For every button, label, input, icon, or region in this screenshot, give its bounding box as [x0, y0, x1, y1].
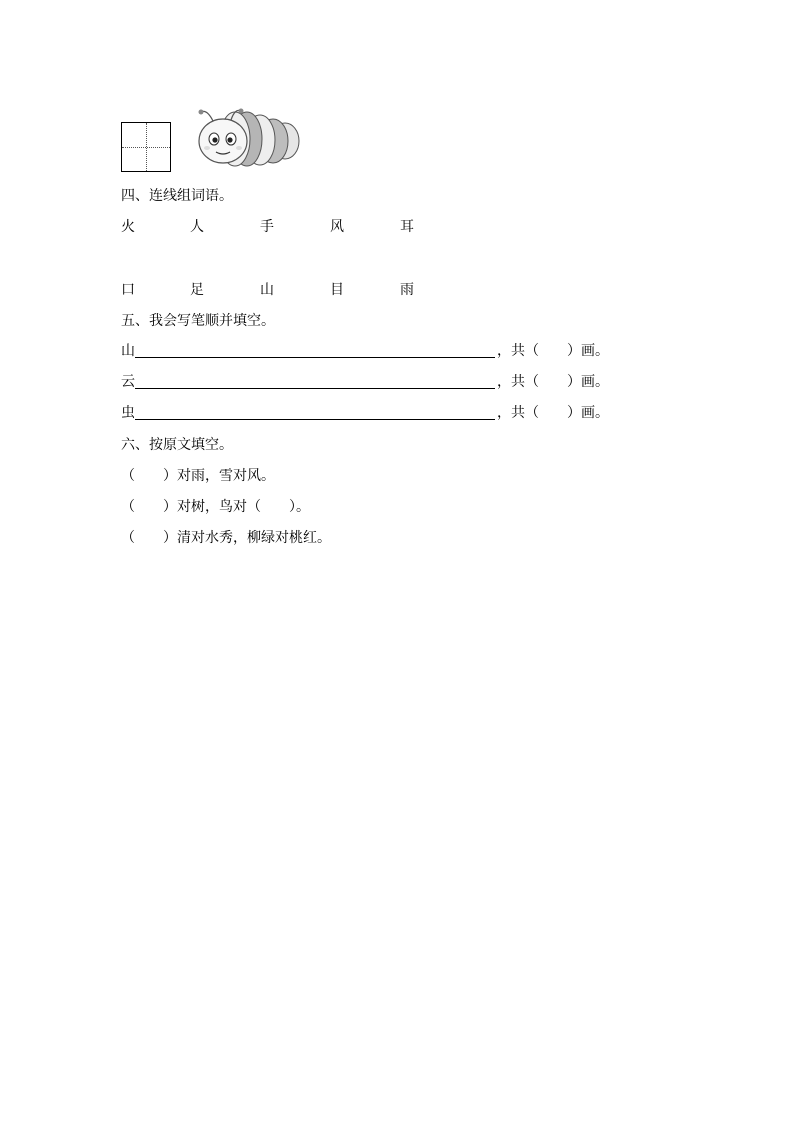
word-bottom-1[interactable]: 口	[121, 282, 135, 298]
stroke-count-2: ，共（ ）画。	[497, 374, 609, 390]
stroke-answer-line-1[interactable]	[135, 357, 495, 358]
section4-title: 四、连线组词语。	[121, 188, 233, 204]
word-top-4[interactable]: 风	[330, 219, 344, 235]
section6-title: 六、按原文填空。	[121, 437, 233, 453]
word-top-5[interactable]: 耳	[400, 219, 414, 235]
fill-blank-line-3[interactable]: （ ）清对水秀，柳绿对桃红。	[121, 530, 331, 546]
writing-grid-box[interactable]	[121, 122, 171, 172]
word-bottom-4[interactable]: 目	[330, 282, 344, 298]
word-bottom-2[interactable]: 足	[190, 282, 204, 298]
fill-blank-line-1[interactable]: （ ）对雨，雪对风。	[121, 468, 275, 484]
stroke-answer-line-2[interactable]	[135, 388, 495, 389]
word-top-1[interactable]: 火	[121, 219, 135, 235]
stroke-char-3: 虫	[121, 405, 135, 421]
stroke-answer-line-3[interactable]	[135, 419, 495, 420]
word-bottom-5[interactable]: 雨	[400, 282, 414, 298]
stroke-char-2: 云	[121, 374, 135, 390]
word-top-2[interactable]: 人	[190, 219, 204, 235]
stroke-char-1: 山	[121, 343, 135, 359]
word-top-3[interactable]: 手	[260, 219, 274, 235]
fill-blank-line-2[interactable]: （ ）对树，鸟对（ ）。	[121, 499, 310, 515]
section5-title: 五、我会写笔顺并填空。	[121, 313, 275, 329]
stroke-count-3: ，共（ ）画。	[497, 405, 609, 421]
stroke-count-1: ，共（ ）画。	[497, 343, 609, 359]
grid-horizontal-guide	[122, 147, 170, 148]
word-bottom-3[interactable]: 山	[260, 282, 274, 298]
caterpillar-icon	[193, 103, 303, 171]
